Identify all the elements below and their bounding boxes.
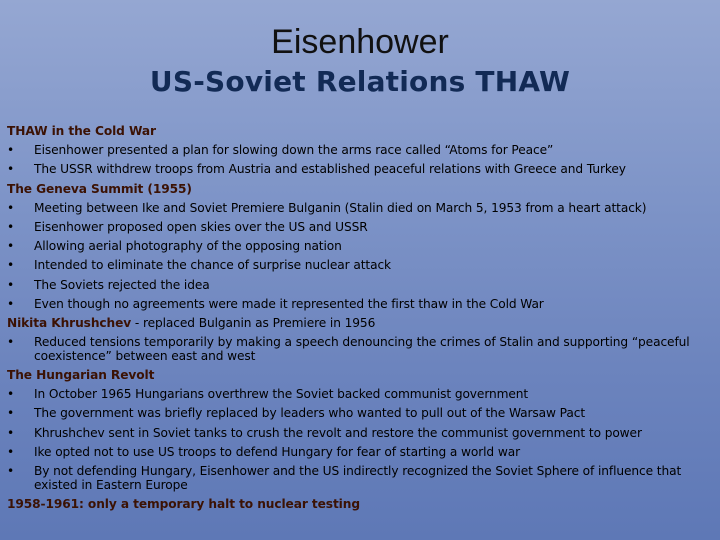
- section-heading-geneva: The Geneva Summit (1955): [7, 181, 192, 196]
- khrushchev-name: Nikita Khrushchev: [7, 315, 132, 330]
- bullet-item: • Allowing aerial photography of the opposing nation: [7, 237, 713, 256]
- bullet-icon: •: [7, 239, 15, 254]
- bullet-icon: •: [7, 258, 15, 273]
- bullet-item: • By not defending Hungary, Eisenhower and the US indirectly recognized the Soviet Sphere of influence that existed in Eastern Europe: [7, 464, 682, 492]
- khrushchev-heading-rest: - replaced Bulganin as Premiere in 1956: [131, 315, 376, 330]
- bullet-icon: •: [7, 406, 15, 421]
- bullet-item: • Reduced tensions temporarily by making a speech denouncing the crimes of Stalin and supporting “peaceful coexistence” between east and west: [7, 335, 690, 364]
- bullet-item: • In October 1965 Hungarians overthrew the Soviet backed communist government: [7, 385, 713, 404]
- bullet-item: • Intended to eliminate the chance of surprise nuclear attack: [7, 256, 713, 275]
- bullet-icon: •: [7, 143, 15, 158]
- bullet-item: • Khrushchev sent in Soviet tanks to crush the revolt and restore the communist government to power: [7, 424, 713, 443]
- bullet-icon: •: [7, 162, 15, 177]
- section-heading-testing: 1958-1961: only a temporary halt to nuclear testing: [7, 497, 360, 511]
- bullet-icon: •: [7, 335, 15, 350]
- bullet-icon: •: [7, 296, 15, 311]
- bullet-icon: •: [7, 464, 15, 478]
- section-heading-khrushchev: [7, 314, 713, 333]
- section-heading-thaw: THAW in the Cold War: [7, 124, 156, 138]
- title-block: [0, 22, 720, 102]
- bullet-item: • Ike opted not to use US troops to defend Hungary for fear of starting a world war: [7, 443, 713, 462]
- bullet-item: • Even though no agreements were made it represented the first thaw in the Cold War: [7, 295, 713, 314]
- bullet-item: • Eisenhower presented a plan for slowing down the arms race called “Atoms for Peace”: [7, 141, 713, 160]
- bullet-icon: •: [7, 444, 15, 459]
- bullet-item: • Eisenhower proposed open skies over the US and USSR: [7, 218, 713, 237]
- slide-body: [7, 122, 713, 514]
- bullet-icon: •: [7, 277, 15, 292]
- bullet-item: • The USSR withdrew troops from Austria and established peaceful relations with Greece and Turkey: [7, 160, 713, 179]
- slide-title: Eisenhower: [271, 23, 449, 61]
- slide-subtitle: US-Soviet Relations THAW: [149, 65, 571, 98]
- bullet-icon: •: [7, 425, 15, 440]
- section-heading-hungarian: The Hungarian Revolt: [7, 368, 155, 383]
- bullet-item: • The government was briefly replaced by leaders who wanted to pull out of the Warsaw Pact: [7, 404, 713, 423]
- bullet-icon: •: [7, 387, 15, 402]
- bullet-item: • Meeting between Ike and Soviet Premiere Bulganin (Stalin died on March 5, 1953 from a heart attack): [7, 199, 713, 218]
- bullet-item: • The Soviets rejected the idea: [7, 276, 713, 295]
- bullet-icon: •: [7, 219, 15, 234]
- bullet-icon: •: [7, 200, 15, 215]
